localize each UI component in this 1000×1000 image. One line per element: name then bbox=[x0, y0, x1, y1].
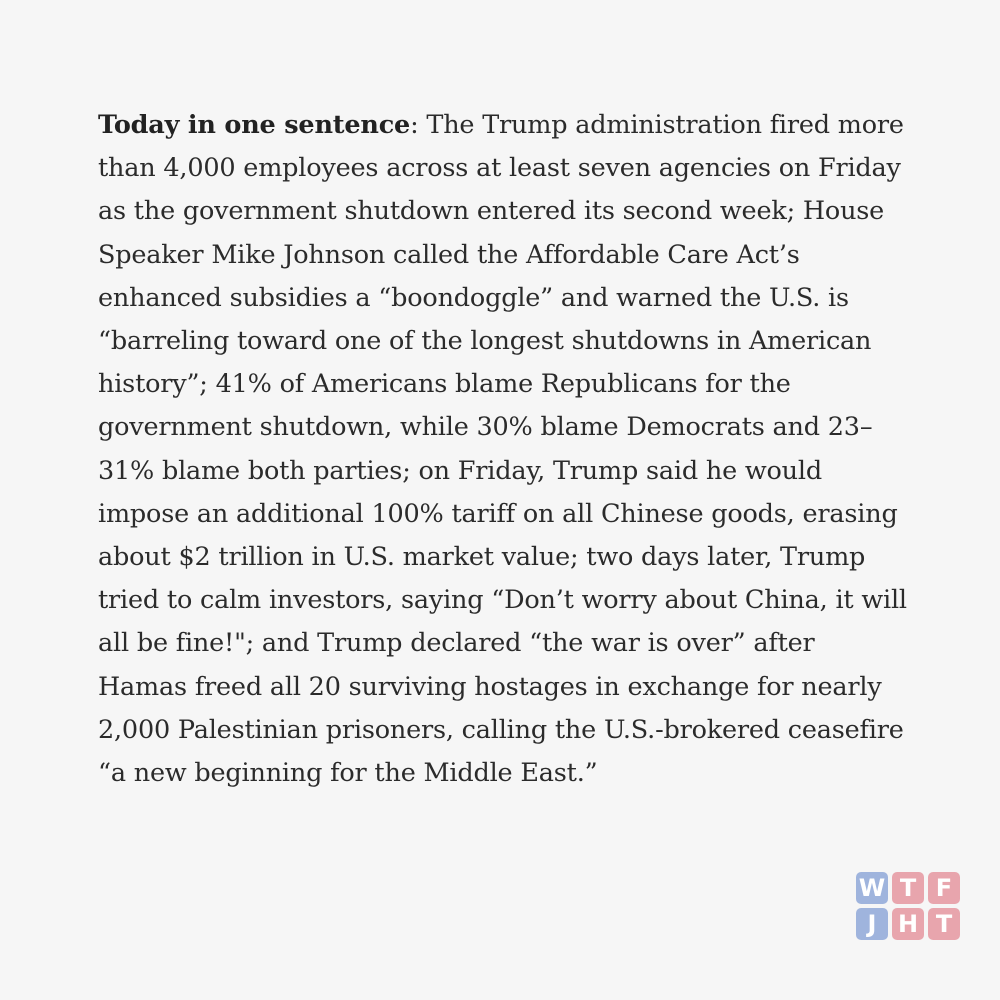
logo-tile-w: W bbox=[856, 872, 888, 904]
summary-body: The Trump administration fired more than 4,000 employees across at least seven agencies on Friday as the government shutdown entered its second week; House Speaker Mike Johnson called the Affordable Care Act’s enhanced subsidies a “boondoggle” and warned the U.S. is “barreling toward one of the longest shutdowns in American history”; 41% of Americans blame Republicans for the government shutdown, while 30% blame Democrats and 23–31% blame both parties; on Friday, Trump said he would impose an additional 100% tariff on all Chinese goods, erasing about $2 trillion in U.S. market value; two days later, Trump tried to calm investors, saying “Don’t worry about China, it will all be fine!"; and Trump declared “the war is over” after Hamas freed all 20 surviving hostages in exchange for nearly 2,000 Palestinian prisoners, calling the U.S.-brokered ceasefire “a new beginning for the Middle East.” bbox=[98, 110, 907, 789]
logo-tile-f: F bbox=[928, 872, 960, 904]
summary-separator: : bbox=[410, 110, 419, 140]
logo-tile-h: H bbox=[892, 908, 924, 940]
summary-paragraph bbox=[98, 104, 908, 795]
wtfjht-logo bbox=[856, 872, 960, 940]
logo-tile-t: T bbox=[892, 872, 924, 904]
summary-lead: Today in one sentence bbox=[98, 110, 411, 140]
logo-tile-t2: T bbox=[928, 908, 960, 940]
logo-tile-j: J bbox=[856, 908, 888, 940]
